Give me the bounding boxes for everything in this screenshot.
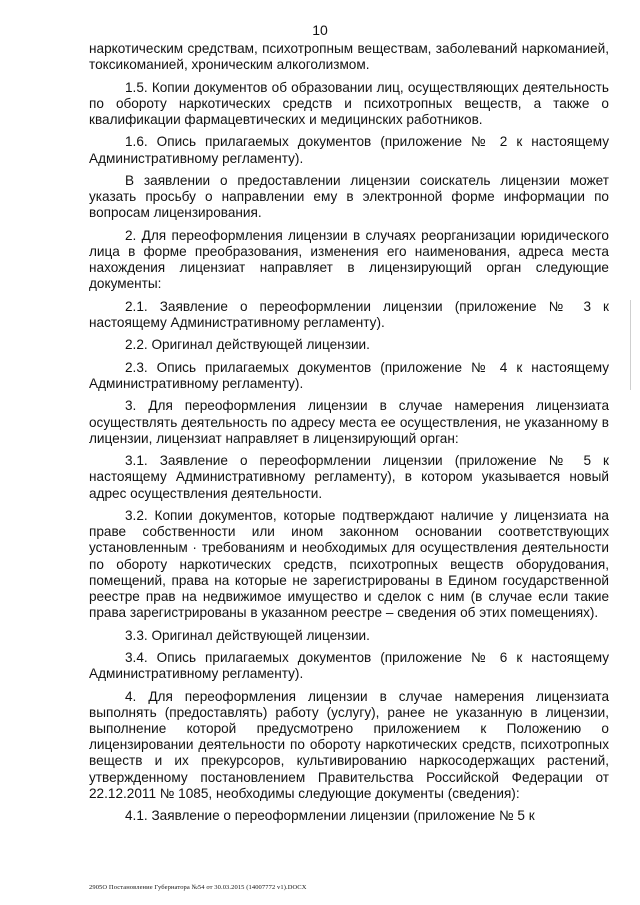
- paragraph-3-2: 3.2. Копии документов, которые подтверждают наличие у лицензиата на праве собственности или ином законном основании соответствующих установленным · требованиям и необходимых для осуществления деятельности по обороту наркотических средств, психотропных веществ оборудования, помещений, права на которые не зарегистрированы в Едином государственной реестре прав на недвижимое имущество и сделок с ним (в случае если такие права зарегистрированы в указанном реестре – сведения об этих помещениях).: [89, 507, 609, 621]
- paragraph-2-3: 2.3. Опись прилагаемых документов (приложение № 4 к настоящему Административному регламенту).: [89, 359, 609, 391]
- paragraph-2: 2. Для переоформления лицензии в случаях реорганизации юридического лица в форме преобразования, изменения его наименования, адреса места нахождения лицензиат направляет в лицензирующий орган следующие документы:: [89, 227, 609, 292]
- paragraph-3: 3. Для переоформления лицензии в случае намерения лицензиата осуществлять деятельность по адресу места ее осуществления, не указанному в лицензии, лицензиат направляет в лицензирующий орган:: [89, 398, 609, 446]
- page-footer: 2905О Постановление Губернатора №54 от 30.03.2015 (14007772 v1).DOCX: [89, 884, 307, 891]
- scan-margin-mark: [630, 300, 631, 390]
- document-body: [89, 41, 609, 831]
- paragraph-request-note: В заявлении о предоставлении лицензии соискатель лицензии может указать просьбу о направлении ему в электронной форме информации по вопросам лицензирования.: [89, 172, 609, 221]
- paragraph-2-2: 2.2. Оригинал действующей лицензии.: [125, 337, 370, 353]
- page-number: 10: [312, 22, 328, 38]
- paragraph-continuation: наркотическим средствам, психотропным веществам, заболеваний наркоманией, токсикоманией, хроническим алкоголизмом.: [89, 41, 609, 73]
- paragraph-4-1: 4.1. Заявление о переоформлении лицензии (приложение № 5 к: [125, 808, 535, 824]
- paragraph-3-4: 3.4. Опись прилагаемых документов (приложение № 6 к настоящему Административному регламенту).: [89, 649, 609, 682]
- paragraph-1-5: 1.5. Копии документов об образовании лиц, осуществляющих деятельность по обороту наркотических средств и психотропных веществ, а также о квалификации фармацевтических и медицинских работников.: [89, 79, 609, 127]
- paragraph-4: 4. Для переоформления лицензии в случае намерения лицензиата выполнять (предоставлять) работу (услугу), ранее не указанную в лицензии, выполнение которой предусмотрено приложением к Положению о лицензировании деятельности по обороту наркотических средств, психотропных веществ и их прекурсоров, культивированию наркосодержащих растений, утвержденному постановлением Правительства Российской Федерации от 22.12.2011 № 1085, необходимы следующие документы (сведения):: [89, 688, 609, 801]
- paragraph-2-1: 2.1. Заявление о переоформлении лицензии (приложение № 3 к настоящему Административному регламенту).: [89, 298, 609, 330]
- paragraph-1-6: 1.6. Опись прилагаемых документов (приложение № 2 к настоящему Административному регламенту).: [89, 134, 609, 166]
- paragraph-3-3: 3.3. Оригинал действующей лицензии.: [125, 627, 370, 643]
- paragraph-3-1: 3.1. Заявление о переоформлении лицензии (приложение № 5 к настоящему Административному регламенту), в котором указывается новый адрес осуществления деятельности.: [89, 453, 609, 501]
